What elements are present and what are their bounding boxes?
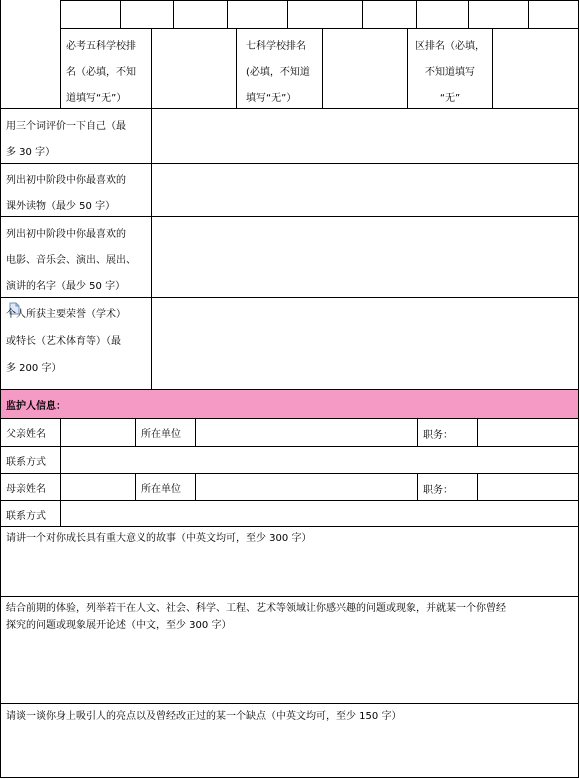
subject7-rank-label: (必填，不知道 [246, 67, 310, 78]
table-rule [0, 703, 579, 704]
table-rule [60, 0, 61, 108]
table-rule [135, 418, 136, 446]
mother-name-label: 母亲姓名 [6, 484, 46, 495]
books-label: 列出初中阶段中你最喜欢的 [6, 175, 126, 186]
table-border-right [578, 0, 579, 778]
strengths-prompt: 请谈一谈你身上吸引人的亮点以及曾经改正过的某一个缺点（中英文均可，至少 150 字） [6, 711, 402, 722]
three-words-label: 多 30 字） [6, 147, 56, 158]
story-answer[interactable] [1, 548, 578, 596]
table-rule [236, 28, 237, 108]
subject7-rank-label: 填写“无”） [246, 93, 297, 104]
district-rank-label: “无” [439, 93, 461, 104]
table-rule [468, 0, 469, 28]
father-contact-input[interactable] [61, 447, 578, 473]
strengths-answer[interactable] [1, 727, 578, 777]
interest-answer[interactable] [1, 636, 578, 703]
table-rule [173, 0, 174, 28]
subject5-rank-label: 名（必填，不知 [66, 67, 136, 78]
father-name-input[interactable] [61, 419, 135, 446]
guardian-section-title: 监护人信息： [6, 401, 66, 412]
table-rule [417, 473, 418, 500]
table-border-bottom [0, 777, 579, 778]
table-border-top [60, 0, 579, 1]
father-employer-input[interactable] [196, 419, 417, 446]
three-words-input[interactable] [152, 109, 578, 163]
father-contact-label: 联系方式 [6, 457, 46, 468]
honors-label: 个人所获主要荣誉（学术） [6, 309, 126, 320]
table-rule [120, 0, 121, 28]
events-label: 电影、音乐会、演出、展出、 [6, 255, 136, 266]
subject7-rank-label: 七科学校排名 [246, 41, 306, 52]
father-position-label: 职务： [423, 430, 453, 441]
table-rule [0, 596, 579, 597]
interest-prompt: 探究的问题或现象展开论述（中文，至少 300 字） [6, 620, 232, 631]
table-rule [362, 0, 363, 28]
district-rank-input[interactable] [493, 29, 578, 108]
table-rule [528, 0, 529, 28]
table-rule [417, 418, 418, 446]
subject5-rank-input[interactable] [152, 29, 236, 108]
honors-input[interactable] [152, 298, 578, 389]
subject5-rank-label: 道填写“无”） [66, 93, 127, 104]
events-label: 列出初中阶段中你最喜欢的 [6, 229, 126, 240]
subject7-rank-input[interactable] [323, 29, 407, 108]
mother-position-label: 职务： [423, 485, 453, 496]
table-rule [135, 473, 136, 500]
mother-contact-input[interactable] [61, 501, 578, 526]
father-name-label: 父亲姓名 [6, 429, 46, 440]
story-prompt: 请讲一个对你成长具有重大意义的故事（中英文均可，至少 300 字） [6, 533, 312, 544]
mother-contact-label: 联系方式 [6, 511, 46, 522]
table-rule [0, 526, 579, 527]
books-input[interactable] [152, 164, 578, 216]
table-rule [287, 0, 288, 28]
honors-label: 多 200 字） [6, 363, 62, 374]
district-rank-label: 不知道填写 [425, 67, 475, 78]
mother-employer-label: 所在单位 [141, 484, 181, 495]
mother-name-input[interactable] [61, 474, 135, 500]
father-employer-label: 所在单位 [141, 429, 181, 440]
table-rule [0, 389, 579, 390]
mother-position-input[interactable] [478, 474, 578, 500]
table-rule [416, 0, 417, 28]
district-rank-label: 区排名（必填， [415, 41, 485, 52]
mother-employer-input[interactable] [196, 474, 417, 500]
subject5-rank-label: 必考五科学校排 [66, 41, 136, 52]
three-words-label: 用三个词评价一下自己（最 [6, 121, 126, 132]
books-label: 课外读物（最少 50 字） [6, 201, 116, 212]
father-position-input[interactable] [478, 419, 578, 446]
events-label: 演讲的名字（最少 50 字） [6, 281, 126, 292]
events-input[interactable] [152, 217, 578, 297]
table-rule [227, 0, 228, 28]
interest-prompt: 结合前期的体验，列举若干在人文、社会、科学、工程、艺术等领域让你感兴趣的问题或现象，并就某一个你曾经 [6, 603, 506, 614]
guardian-section-header [0, 390, 578, 418]
honors-label: 或特长（艺术体育等）（最 [6, 336, 121, 347]
